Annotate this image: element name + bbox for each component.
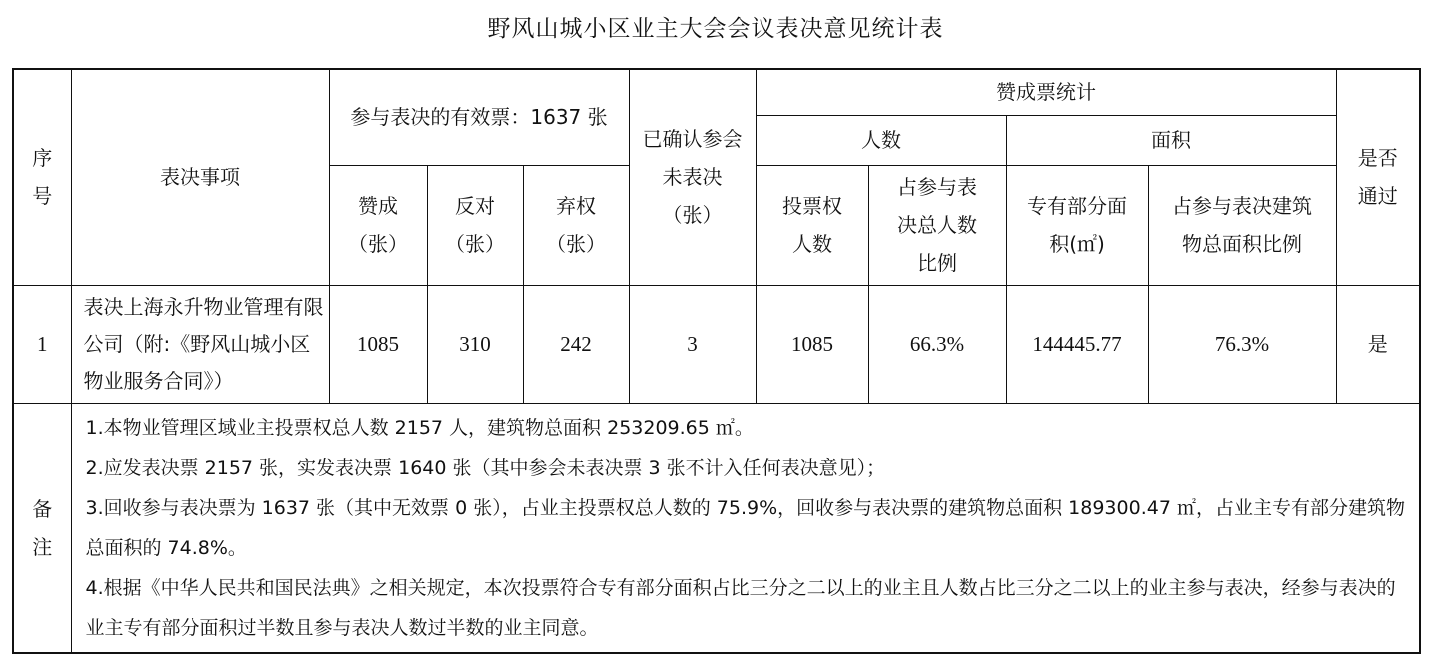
header-abstain: 弃权（张） (523, 165, 629, 285)
header-area: 面积 (1006, 115, 1336, 165)
row-people-ratio: 66.3% (868, 285, 1006, 403)
header-oppose: 反对（张） (427, 165, 523, 285)
header-exclusive-area: 专有部分面积(㎡) (1006, 165, 1148, 285)
header-matter: 表决事项 (71, 69, 329, 285)
header-approve: 赞成（张） (329, 165, 427, 285)
row-approve: 1085 (329, 285, 427, 403)
header-people-ratio: 占参与表决总人数比例 (868, 165, 1006, 285)
row-area-ratio: 76.3% (1148, 285, 1336, 403)
row-seq: 1 (13, 285, 71, 403)
remark-item: 1.本物业管理区域业主投票权总人数 2157 人，建筑物总面积 253209.65 ㎡。 (85, 416, 754, 439)
header-valid-votes: 参与表决的有效票：1637 张 (329, 69, 629, 165)
header-area-ratio: 占参与表决建筑物总面积比例 (1148, 165, 1336, 285)
remark-item: 3.回收参与表决票为 1637 张（其中无效票 0 张），占业主投票权总人数的 75.9%，回收参与表决票的建筑物总面积 189300.47 ㎡，占业主专有部分建筑物总面积的 74.8%。 (85, 496, 1405, 559)
row-abstain: 242 (523, 285, 629, 403)
remark-item: 4.根据《中华人民共和国民法典》之相关规定，本次投票符合专有部分面积占比三分之二以上的业主且人数占比三分之二以上的业主参与表决，经参与表决的业主专有部分面积过半数且参与表决人数过半数的业主同意。 (85, 576, 1396, 639)
remarks-content (71, 403, 1420, 653)
row-matter: 表决上海永升物业管理有限公司（附:《野风山城小区物业服务合同》） (71, 285, 329, 403)
row-exclusive-area: 144445.77 (1006, 285, 1148, 403)
remarks-label: 备注 (13, 403, 71, 653)
header-passed: 是否通过 (1336, 69, 1420, 285)
header-seq: 序号 (13, 69, 71, 285)
vote-statistics-table (12, 68, 1421, 654)
header-voting-people: 投票权人数 (756, 165, 868, 285)
header-approve-stats: 赞成票统计 (756, 69, 1336, 115)
row-oppose: 310 (427, 285, 523, 403)
row-confirmed-not-voted: 3 (629, 285, 756, 403)
table-row (13, 285, 1420, 403)
row-voting-people: 1085 (756, 285, 868, 403)
page-title: 野风山城小区业主大会会议表决意见统计表 (487, 16, 944, 42)
header-confirmed-not-voted: 已确认参会未表决（张） (629, 69, 756, 285)
remark-item: 2.应发表决票 2157 张，实发表决票 1640 张（其中参会未表决票 3 张不计入任何表决意见）； (85, 456, 886, 479)
header-people: 人数 (756, 115, 1006, 165)
row-passed: 是 (1336, 285, 1420, 403)
